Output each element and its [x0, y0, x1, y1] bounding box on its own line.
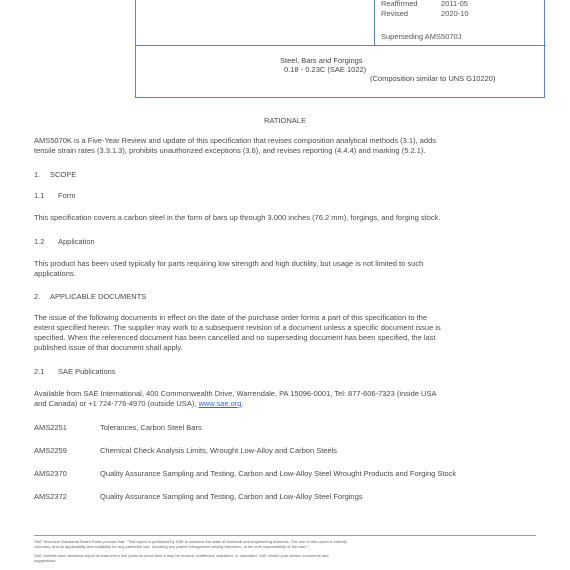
title-line-2: 0.18 - 0.23C (SAE 1022) — [284, 65, 367, 74]
reference-row — [34, 423, 202, 432]
reference-row — [34, 446, 337, 455]
section-1-1-body: This specification covers a carbon steel in the form of bars up through 3.000 inches (76.2 mm), forgings, and forging stock. — [34, 213, 441, 222]
section-2-line-2: extent specified herein. The supplier may work to a subsequent revision of a document unless a specific document issue is — [34, 323, 441, 332]
reference-description: Chemical Check Analysis Limits, Wrought Low-Alloy and Carbon Steels — [100, 446, 338, 455]
section-2-1-line-2-prefix: and Canada) or +1 724-776-4970 (outside USA), — [34, 399, 199, 408]
footer-line-4: suggestions. — [34, 558, 57, 563]
reference-row — [34, 492, 363, 501]
footer-divider — [34, 535, 536, 536]
reaffirmed-date: 2011-05 — [441, 0, 468, 8]
reference-description: Quality Assurance Sampling and Testing, Carbon and Low-Alloy Steel Forgings — [100, 492, 363, 501]
reference-code: AMS2372 — [34, 492, 67, 501]
section-2-title: APPLICABLE DOCUMENTS — [50, 292, 147, 301]
section-1-1-title: Form — [58, 191, 76, 200]
section-2-line-1: The issue of the following documents in effect on the date of the purchase order forms a part of this specification to the — [34, 313, 428, 322]
superseding-note: Superseding AMS5070J — [381, 32, 462, 41]
footer-line-2: voluntary, and its applicability and suitability for any particular use, including any patent infringement arising therefrom, is the sole responsibility of the user." — [34, 544, 309, 549]
section-2-line-4: published issue of that document shall apply. — [34, 343, 183, 352]
section-2-number: 2. — [34, 292, 41, 301]
section-2-1-line-1: Available from SAE International, 400 Commonwealth Drive, Warrendale, PA 15096-0001, Tel: 877-606-7323 (inside USA — [34, 389, 437, 398]
section-1-1-number: 1.1 — [34, 191, 45, 200]
revised-label: Revised — [381, 9, 409, 18]
sae-website-link[interactable]: www.sae.org — [198, 399, 242, 408]
section-2-1-number: 2.1 — [34, 367, 45, 376]
section-2-1-line-2-suffix: . — [241, 399, 244, 408]
revised-date: 2020-10 — [441, 9, 469, 18]
reaffirmed-label: Reaffirmed — [381, 0, 418, 8]
spec-title — [136, 56, 546, 83]
title-line-3: (Composition similar to UNS G10220) — [370, 74, 496, 83]
footer-line-3: SAE reviews each technical report at least every five years at which time it may be revised, reaffirmed, stabilized, or cancelled. SAE invites your written comments and — [34, 553, 329, 558]
section-1-2-title: Application — [58, 237, 95, 246]
section-2-line-3: specified. When the referenced document has been cancelled and no superseding document has been specified, the last — [34, 333, 436, 342]
section-1-2-number: 1.2 — [34, 237, 45, 246]
header-logo-cell — [136, 0, 375, 46]
section-1-2-line-1: This product has been used typically for parts requiring low strength and high ductility, but usage is not limited to such — [34, 259, 424, 268]
section-1-title: SCOPE — [50, 170, 77, 179]
rationale-line-1: AMS5070K is a Five-Year Review and update of this specification that revises composition analytical methods (3.1), adds — [34, 136, 437, 145]
title-line-1: Steel, Bars and Forgings — [280, 56, 363, 65]
rationale-heading: RATIONALE — [264, 116, 306, 125]
footer-line-1: SAE Technical Standards Board Rules provide that: "This report is published by SAE to advance the state of technical and engineering sciences. The use of this report is entirely — [34, 539, 347, 544]
revision-info-cell — [375, 0, 546, 46]
reference-code: AMS2251 — [34, 423, 67, 432]
reference-description: Tolerances, Carbon Steel Bars — [100, 423, 202, 432]
section-1-number: 1. — [34, 170, 41, 179]
reference-code: AMS2370 — [34, 469, 67, 478]
reference-row — [34, 469, 456, 478]
section-1-2-line-2: applications. — [34, 269, 76, 278]
reference-description: Quality Assurance Sampling and Testing, Carbon and Low-Alloy Steel Wrought Products and Forging Stock — [100, 469, 457, 478]
section-2-1-title: SAE Publications — [58, 367, 116, 376]
reference-code: AMS2259 — [34, 446, 67, 455]
rationale-line-2: tensile strain rates (3.3.1.3), prohibits unauthorized exceptions (3.6), and revises reporting (4.4.4) and marking (5.2.1). — [34, 146, 426, 155]
section-2-1-line-2 — [34, 399, 244, 410]
header-box — [135, 0, 545, 98]
